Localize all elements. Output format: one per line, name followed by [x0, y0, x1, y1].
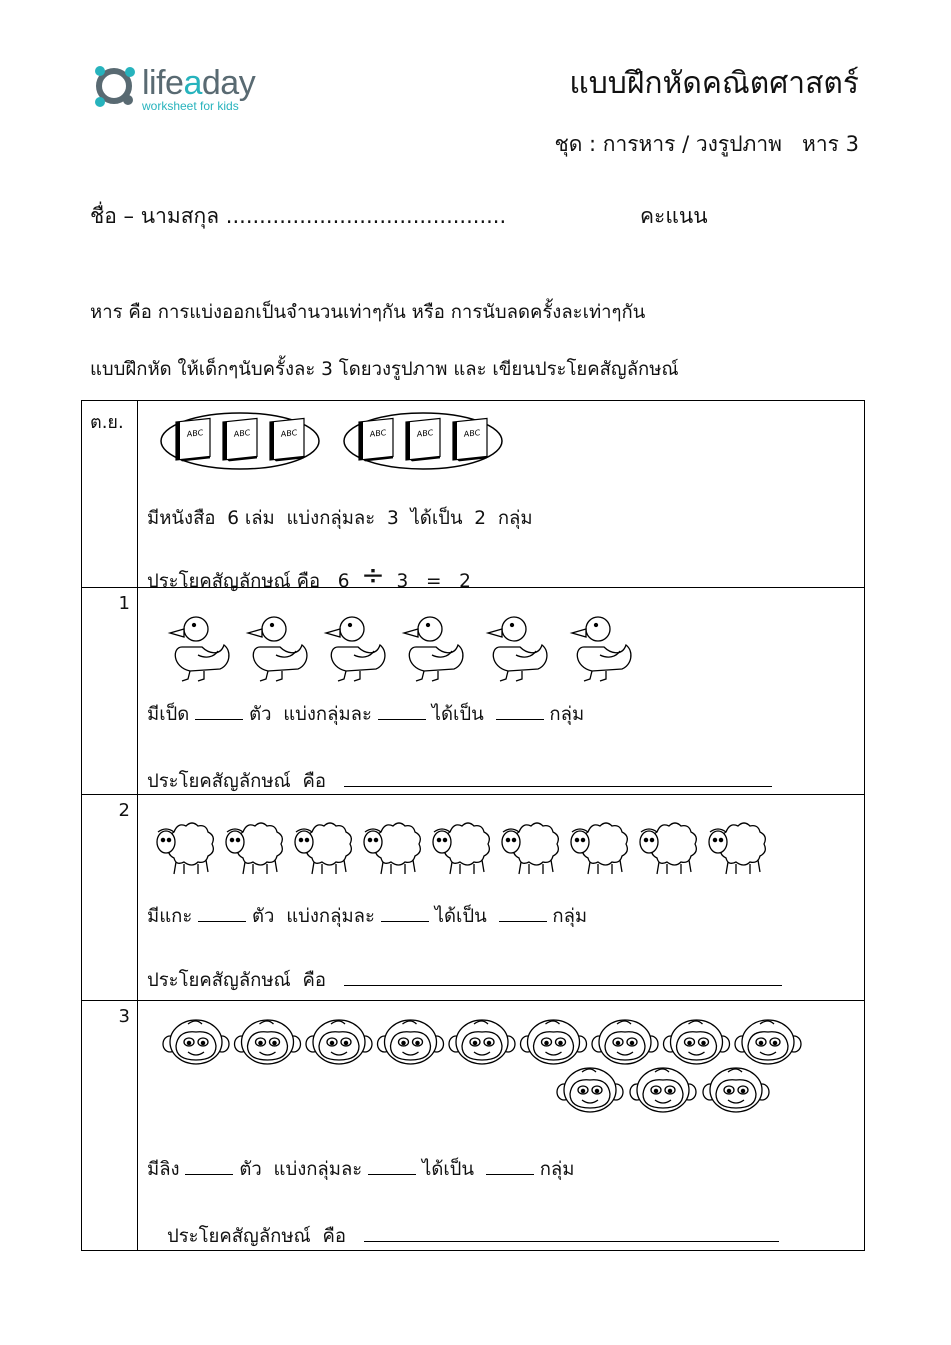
equation-value: 3	[396, 571, 409, 592]
duck-icon	[572, 617, 631, 681]
book-label: ABC	[416, 428, 434, 439]
sentence-part: กลุ่ม	[539, 1159, 575, 1180]
sheep-icon	[709, 823, 765, 874]
exercise-equation	[147, 767, 772, 796]
divide-icon: ÷	[361, 558, 385, 591]
exercise-equation	[167, 1222, 779, 1251]
exercise-sentence	[147, 1155, 574, 1184]
monkey-icon	[703, 1068, 769, 1112]
monkey-icon	[163, 1020, 229, 1064]
exercise-row-2	[82, 794, 866, 1000]
equation-label: ประโยคสัญลักษณ์ คือ	[167, 1226, 346, 1247]
name-label: ชื่อ – นามสกุล	[90, 204, 220, 228]
brand-tagline: worksheet for kids	[142, 99, 239, 113]
sentence-part: ได้เป็น	[434, 906, 487, 927]
equation-equals: =	[425, 571, 442, 592]
duck-illustrations	[82, 587, 866, 794]
exercise-row-1	[82, 587, 866, 794]
sentence-part: มีลิง	[147, 1159, 180, 1180]
book-label: ABC	[369, 428, 387, 439]
answer-blank-total[interactable]	[198, 905, 246, 922]
monkey-illustrations	[82, 1000, 866, 1250]
worksheet-set-label: ชุด : การหาร / วงรูปภาพ หาร 3	[554, 132, 859, 156]
example-sentence: มีหนังสือ 6 เล่ม แบ่งกลุ่มละ 3 ได้เป็น 2 กลุ่ม	[147, 508, 533, 529]
book-label: ABC	[463, 428, 481, 439]
monkey-icon	[235, 1020, 301, 1064]
equation-label: ประโยคสัญลักษณ์ คือ	[147, 771, 326, 792]
sentence-part: ได้เป็น	[431, 704, 484, 725]
answer-blank-total[interactable]	[185, 1158, 233, 1175]
answer-blank-group-size[interactable]	[378, 703, 426, 720]
duck-icon	[488, 617, 547, 681]
exercise-instruction: แบบฝึกหัด ให้เด็กๆนับครั้งละ 3 โดยวงรูปภาพ และ เขียนประโยคสัญลักษณ์	[90, 359, 679, 380]
brand-name: lifeaday	[142, 64, 256, 102]
answer-blank-groups[interactable]	[499, 905, 547, 922]
equation-result: 2	[459, 571, 471, 592]
sheep-icon	[157, 823, 213, 874]
answer-blank-groups[interactable]	[486, 1158, 534, 1175]
name-dots: ..........................................	[225, 204, 507, 228]
answer-blank-group-size[interactable]	[368, 1158, 416, 1175]
book-group	[344, 413, 502, 469]
monkey-icon	[735, 1020, 801, 1064]
book-label: ABC	[233, 428, 251, 439]
sentence-part: มีเป็ด	[147, 704, 190, 725]
book-icon	[223, 418, 257, 462]
monkey-icon	[592, 1020, 658, 1064]
exercise-number: 1	[118, 593, 130, 614]
duck-icon	[404, 617, 463, 681]
book-icon	[270, 418, 304, 462]
book-icon	[406, 418, 440, 462]
book-label: ABC	[186, 428, 204, 439]
book-icon	[453, 418, 487, 462]
example-equation-label: ประโยคสัญลักษณ์ คือ	[147, 571, 321, 592]
name-field[interactable]	[90, 200, 506, 233]
monkey-icon	[306, 1020, 372, 1064]
equation-label: ประโยคสัญลักษณ์ คือ	[147, 970, 326, 991]
sheep-icon	[226, 823, 282, 874]
monkey-icon	[449, 1020, 515, 1064]
sentence-part: ได้เป็น	[422, 1159, 475, 1180]
answer-blank-group-size[interactable]	[381, 905, 429, 922]
exercise-row-3	[82, 1000, 866, 1250]
answer-blank-equation[interactable]	[344, 969, 782, 986]
sheep-icon	[295, 823, 351, 874]
monkey-icon	[630, 1068, 696, 1112]
book-icon	[359, 418, 393, 462]
exercise-sentence	[147, 700, 584, 729]
exercise-number: 3	[118, 1006, 130, 1027]
sheep-icon	[364, 823, 420, 874]
monkey-icon	[521, 1020, 587, 1064]
exercise-equation	[147, 966, 782, 995]
sheep-icon	[640, 823, 696, 874]
exercise-number: 2	[118, 800, 130, 821]
answer-blank-equation[interactable]	[344, 770, 772, 787]
answer-blank-equation[interactable]	[364, 1225, 779, 1242]
book-group	[161, 413, 319, 469]
score-label: คะแนน	[640, 204, 708, 228]
monkey-icon	[664, 1020, 730, 1064]
division-definition: หาร คือ การแบ่งออกเป็นจำนวนเท่าๆกัน หรือ การนับลดครั้งละเท่าๆกัน	[90, 302, 646, 323]
duck-icon	[326, 617, 385, 681]
sentence-part: กลุ่ม	[552, 906, 588, 927]
page-title: แบบฝึกหัดคณิตศาสตร์	[569, 66, 859, 101]
answer-blank-total[interactable]	[195, 703, 243, 720]
example-books-illustration	[82, 401, 866, 587]
sheep-icon	[571, 823, 627, 874]
answer-blank-groups[interactable]	[496, 703, 544, 720]
sentence-part: มีแกะ	[147, 906, 193, 927]
sheep-icon	[502, 823, 558, 874]
worksheet-table	[81, 400, 865, 1251]
sentence-part: ตัว แบ่งกลุ่มละ	[249, 704, 372, 725]
sentence-part: กลุ่ม	[549, 704, 585, 725]
sentence-part: ตัว แบ่งกลุ่มละ	[239, 1159, 363, 1180]
duck-icon	[170, 617, 229, 681]
book-label: ABC	[280, 428, 298, 439]
book-icon	[176, 418, 210, 462]
exercise-sentence	[147, 902, 587, 931]
monkey-icon	[557, 1068, 623, 1112]
sentence-part: ตัว แบ่งกลุ่มละ	[252, 906, 375, 927]
monkey-icon	[378, 1020, 444, 1064]
sheep-icon	[433, 823, 489, 874]
equation-value: 6	[337, 571, 350, 592]
duck-icon	[248, 617, 307, 681]
example-row-label: ต.ย.	[90, 412, 124, 433]
